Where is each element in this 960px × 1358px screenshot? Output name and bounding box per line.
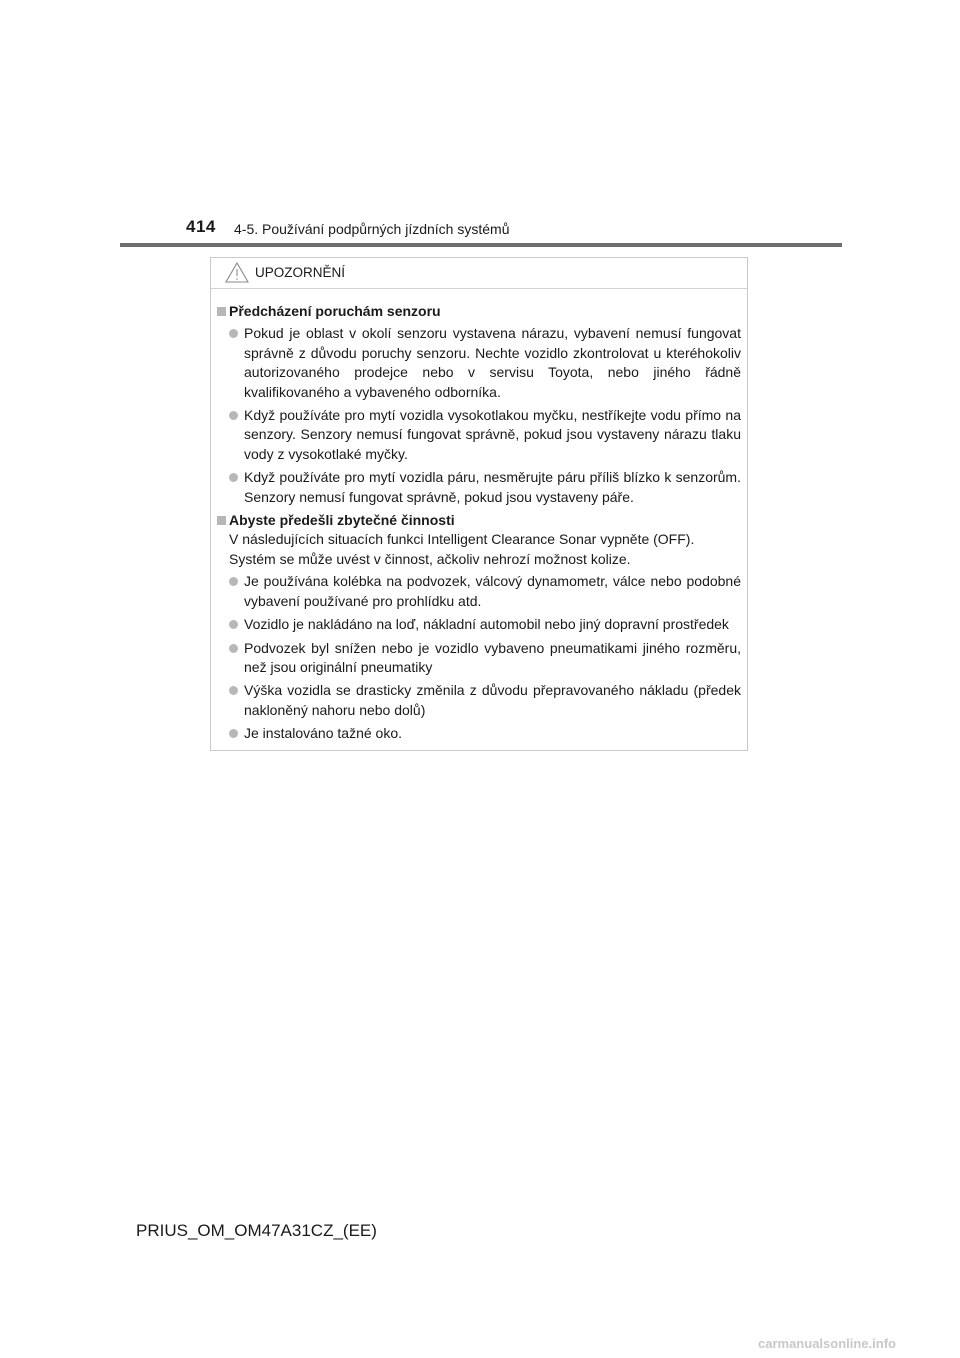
warning-header — [211, 258, 747, 289]
gray-square-icon — [217, 516, 226, 525]
section-intro: V následujících situacích funkci Intelligent Clearance Sonar vypněte (OFF). — [229, 531, 695, 548]
list-item — [217, 615, 741, 634]
gray-circle-icon — [229, 686, 238, 695]
warning-body — [211, 289, 747, 744]
gray-circle-icon — [229, 644, 238, 653]
gray-circle-icon — [229, 729, 238, 738]
list-item-text: Je používána kolébka na podvozek, válcový dynamometr, válce nebo podobné vybavení používané pro prohlídku atd. — [244, 573, 741, 609]
section-title: 4-5. Používání podpůrných jízdních systémů — [234, 221, 510, 237]
list-item — [217, 572, 741, 611]
gray-circle-icon — [229, 411, 238, 420]
list-item — [217, 468, 741, 507]
list-item-text: Výška vozidla se drasticky změnila z důvodu přepravovaného nákladu (předek nakloněný nahoru nebo dolů) — [244, 682, 741, 718]
list-item — [217, 639, 741, 678]
list-item — [217, 724, 741, 743]
header-rule — [120, 243, 842, 247]
warning-box — [210, 257, 748, 751]
list-item-text: Podvozek byl snížen nebo je vozidlo vybaveno pneumatikami jiného rozměru, než jsou originální pneumatiky — [244, 639, 741, 675]
list-item-text: Vozidlo je nakládáno na loď, nákladní automobil nebo jiný dopravní prostředek — [244, 616, 729, 633]
list-item — [217, 324, 741, 402]
gray-circle-icon — [229, 577, 238, 586]
list-item-text: Pokud je oblast v okolí senzoru vystavena nárazu, vybavení nemusí fungovat správně z důvodu poruchy senzoru. Nechte vozidlo zkontrolovat u kteréhokoliv autorizovaného prodejce nebo v servisu Toyota, nebo jiného řádně kvalifikovaného a vybaveného odborníka. — [244, 325, 741, 400]
section-heading-text: Předcházení poruchám senzoru — [229, 303, 441, 319]
gray-circle-icon — [229, 473, 238, 482]
gray-circle-icon — [229, 329, 238, 338]
section-intro: Systém se může uvést v činnost, ačkoliv nehrozí možnost kolize. — [229, 550, 631, 567]
section-heading — [217, 302, 741, 321]
warning-title: UPOZORNĚNÍ — [255, 265, 346, 280]
list-item-text: Když používáte pro mytí vozidla vysokotlakou myčku, nestříkejte vodu přímo na senzory. Senzory nemusí fungovat správně, pokud jsou vystaveny nárazu tlaku vody z vysokotlaké myčky. — [244, 407, 741, 462]
section-heading — [217, 511, 741, 530]
warning-triangle-icon — [225, 262, 249, 283]
gray-circle-icon — [229, 620, 238, 629]
list-item — [217, 406, 741, 464]
page-number: 414 — [186, 217, 216, 236]
list-item — [217, 681, 741, 720]
section-heading-text: Abyste předešli zbytečné činnosti — [229, 512, 455, 529]
list-item-text: Když používáte pro mytí vozidla páru, nesměrujte páru příliš blízko k senzorům. Senzory nemusí fungovat správně, pokud jsou vystaveny páře. — [244, 469, 741, 505]
list-item-text: Je instalováno tažné oko. — [244, 725, 402, 742]
document-code: PRIUS_OM_OM47A31CZ_(EE) — [136, 1221, 377, 1240]
gray-square-icon — [217, 307, 226, 316]
watermark: carmanualsonline.info — [758, 1336, 896, 1351]
